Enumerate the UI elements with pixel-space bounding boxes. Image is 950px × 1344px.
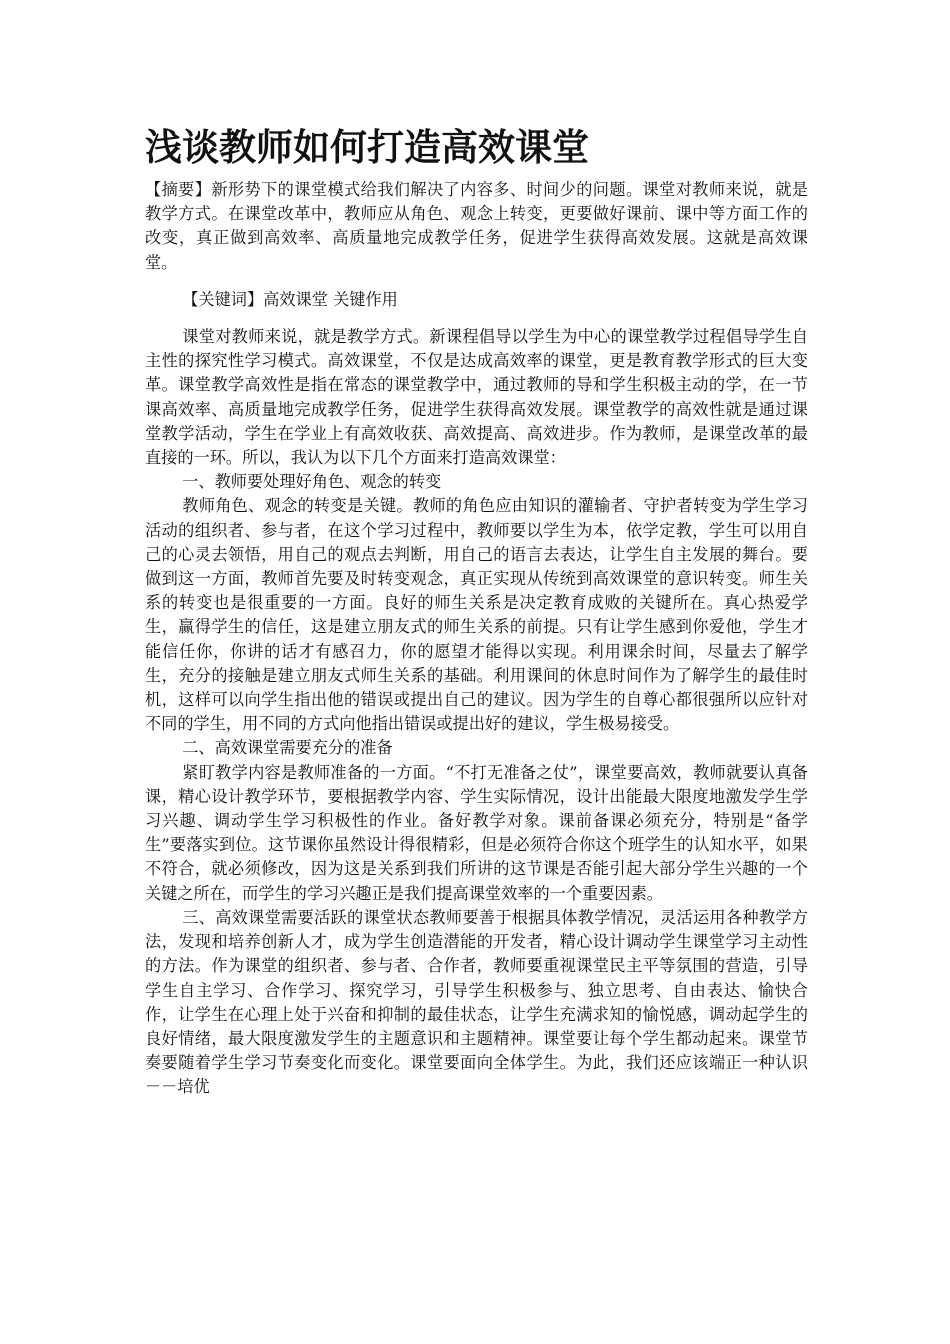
section-heading-1: 一、教师要处理好角色、观念的转变: [182, 472, 442, 492]
section-heading-2: 二、高效课堂需要充分的准备: [182, 738, 393, 758]
section-body-2: 紧盯教学内容是教师准备的一方面。“不打无准备之仗”，课堂要高效，教师就要认真备课，精心设计教学环节，要根据教学内容、学生实际情况，设计出能最大限度地激发学生学习兴趣、调动学生学习积极性的作业。备好教学对象。课前备课必须充分，特别是“备学生”要落实到位。这节课你虽然设计得很精彩，但是必须符合你这个班学生的认知水平，如果不符合，就必须修改，因为这是关系到我们所讲的这节课是否能引起大部分学生兴趣的一个关键之所在，而学生的学习兴趣正是我们提高课堂效率的一个重要因素。: [145, 762, 808, 903]
intro-paragraph: 课堂对教师来说，就是教学方式。新课程倡导以学生为中心的课堂教学过程倡导学生自主性的探究性学习模式。高效课堂，不仅是达成高效率的课堂，更是教育教学形式的巨大变革。课堂教学高效性是指在常态的课堂教学中，通过教师的导和学生积极主动的学，在一节课高效率、高质量地完成教学任务，促进学生获得高效发展。课堂教学的高效性就是通过课堂教学活动，学生在学业上有高效收获、高效提高、高效进步。作为教师，是课堂改革的最直接的一环。所以，我认为以下几个方面来打造高效课堂：: [145, 327, 808, 468]
document-page: [145, 118, 808, 1100]
abstract-paragraph: 【摘要】新形势下的课堂模式给我们解决了内容多、时间少的问题。课堂对教师来说，就是教学方式。在课堂改革中，教师应从角色、观念上转变，更要做好课前、课中等方面工作的改变，真正做到高效率、高质量地完成教学任务，促进学生获得高效发展。这就是高效课堂。: [145, 180, 808, 272]
document-title: 浅谈教师如何打造高效课堂: [145, 126, 589, 169]
section-body-3: 三、高效课堂需要活跃的课堂状态教师要善于根据具体教学情况，灵活运用各种教学方法，发现和培养创新人才，成为学生创造潜能的开发者，精心设计调动学生课堂学习主动性的方法。作为课堂的组织者、参与者、合作者，教师要重视课堂民主平等氛围的营造，引导学生自主学习、合作学习、探究学习，引导学生积极参与、独立思考、自由表达、愉快合作，让学生在心理上处于兴奋和抑制的最佳状态，让学生充满求知的愉悦感，调动起学生的良好情绪，最大限度激发学生的主题意识和主题精神。课堂要让每个学生都动起来。课堂节奏要随着学生学习节奏变化而变化。课堂要面向全体学生。为此，我们还应该端正一种认识－－培优: [145, 907, 808, 1097]
keywords-line: 【关键词】高效课堂 关键作用: [182, 289, 398, 309]
section-body-1: 教师角色、观念的转变是关键。教师的角色应由知识的灌输者、守护者转变为学生学习活动的组织者、参与者，在这个学习过程中，教师要以学生为本，依学定教，学生可以用自己的心灵去领悟，用自己的观点去判断，用自己的语言去表达，让学生自主发展的舞台。要做到这一方面，教师首先要及时转变观念，真正实现从传统到高效课堂的意识转变。师生关系的转变也是很重要的一方面。良好的师生关系是决定教育成败的关键所在。真心热爱学生，赢得学生的信任，这是建立朋友式的师生关系的前提。只有让学生感到你爱他，学生才能信任你，你讲的话才有感召力，你的愿望才能得以实现。利用课余时间，尽量去了解学生，充分的接触是建立朋友式师生关系的基础。利用课间的休息时间作为了解学生的最佳时机，这样可以向学生指出他的错误或提出自己的建议。因为学生的自尊心都很强所以应针对不同的学生，用不同的方式向他指出错误或提出好的建议，学生极易接受。: [145, 496, 808, 734]
